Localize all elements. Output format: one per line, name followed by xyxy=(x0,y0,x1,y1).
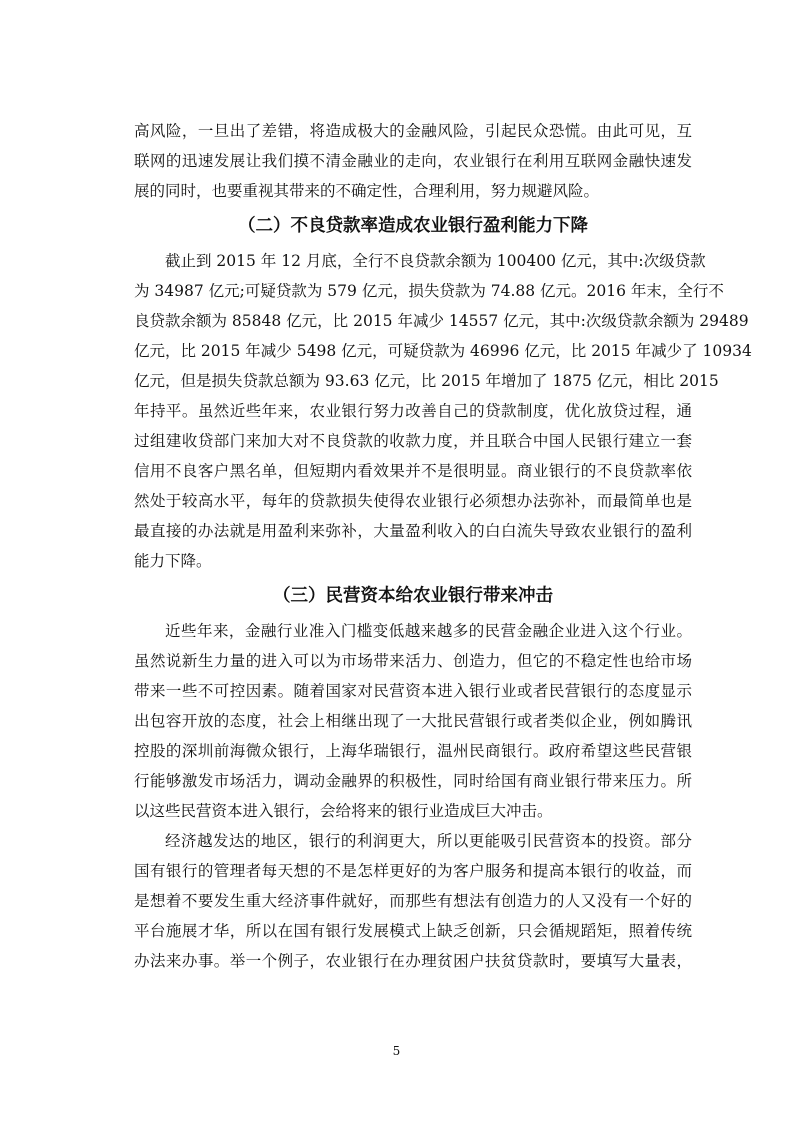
text-line: 带来一些不可控因素。随着国家对民营资本进入银行业或者民营银行的态度显示 xyxy=(134,682,692,700)
text-line: 截止到 2015 年 12 月底，全行不良贷款余额为 100400 亿元，其中:次级贷款 xyxy=(165,252,706,270)
text-line: 亿元，比 2015 年减少 5498 亿元，可疑贷款为 46996 亿元，比 2015 年减少了 10934 xyxy=(134,342,752,360)
text-line: 年持平。虽然近些年来，农业银行努力改善自己的贷款制度，优化放贷过程，通 xyxy=(134,402,692,420)
text-line: 能力下降。 xyxy=(134,552,212,570)
text-line: 最直接的办法就是用盈利来弥补，大量盈利收入的白白流失导致农业银行的盈利 xyxy=(134,522,692,540)
text-line: 平台施展才华，所以在国有银行发展模式上缺乏创新，只会循规蹈矩，照着传统 xyxy=(134,922,692,940)
page-number: 5 xyxy=(392,1044,401,1058)
text-line: 以这些民营资本进入银行，会给将来的银行业造成巨大冲击。 xyxy=(134,802,553,820)
text-line: 经济越发达的地区，银行的利润更大，所以更能吸引民营资本的投资。部分 xyxy=(165,832,692,850)
text-line: 是想着不要发生重大经济事件就好，而那些有想法有创造力的人又没有一个好的 xyxy=(134,892,692,910)
text-line: 虽然说新生力量的进入可以为市场带来活力、创造力，但它的不稳定性也给市场 xyxy=(134,652,692,670)
paragraph xyxy=(134,246,752,576)
section-heading: （三）民营资本给农业银行带来冲击 xyxy=(273,586,553,606)
text-line: 展的同时，也要重视其带来的不确定性，合理利用，努力规避风险。 xyxy=(134,182,600,200)
paragraph xyxy=(134,826,692,976)
text-line: 信用不良客户黑名单，但短期内看效果并不是很明显。商业银行的不良贷款率依 xyxy=(134,462,692,480)
text-line: 办法来办事。举一个例子，农业银行在办理贫困户扶贫贷款时，要填写大量表， xyxy=(134,952,692,970)
document-body xyxy=(134,116,752,976)
text-line: 高风险，一旦出了差错，将造成极大的金融风险，引起民众恐慌。由此可见，互 xyxy=(134,122,692,140)
text-line: 亿元，但是损失贷款总额为 93.63 亿元，比 2015 年增加了 1875 亿元，相比 2015 xyxy=(134,372,719,390)
text-line: 控股的深圳前海微众银行，上海华瑞银行，温州民商银行。政府希望这些民营银 xyxy=(134,742,692,760)
text-line: 联网的迅速发展让我们摸不清金融业的走向，农业银行在利用互联网金融快速发 xyxy=(134,152,692,170)
text-line: 国有银行的管理者每天想的不是怎样更好的为客户服务和提高本银行的收益，而 xyxy=(134,862,692,880)
paragraph xyxy=(134,116,692,206)
section-heading: （二）不良贷款率造成农业银行盈利能力下降 xyxy=(238,216,588,236)
text-line: 近些年来，金融行业准入门槛变低越来越多的民营金融企业进入这个行业。 xyxy=(165,622,692,640)
text-line: 出包容开放的态度，社会上相继出现了一大批民营银行或者类似企业，例如腾讯 xyxy=(134,712,692,730)
text-line: 过组建收贷部门来加大对不良贷款的收款力度，并且联合中国人民银行建立一套 xyxy=(134,432,692,450)
text-line: 然处于较高水平，每年的贷款损失使得农业银行必须想办法弥补，而最简单也是 xyxy=(134,492,692,510)
paragraph xyxy=(134,616,692,826)
text-line: 良贷款余额为 85848 亿元，比 2015 年减少 14557 亿元，其中:次级贷款余额为 29489 xyxy=(134,312,749,330)
text-line: 为 34987 亿元;可疑贷款为 579 亿元，损失贷款为 74.88 亿元。2016 年末，全行不 xyxy=(134,282,724,300)
text-line: 行能够激发市场活力，调动金融界的积极性，同时给国有商业银行带来压力。所 xyxy=(134,772,692,790)
